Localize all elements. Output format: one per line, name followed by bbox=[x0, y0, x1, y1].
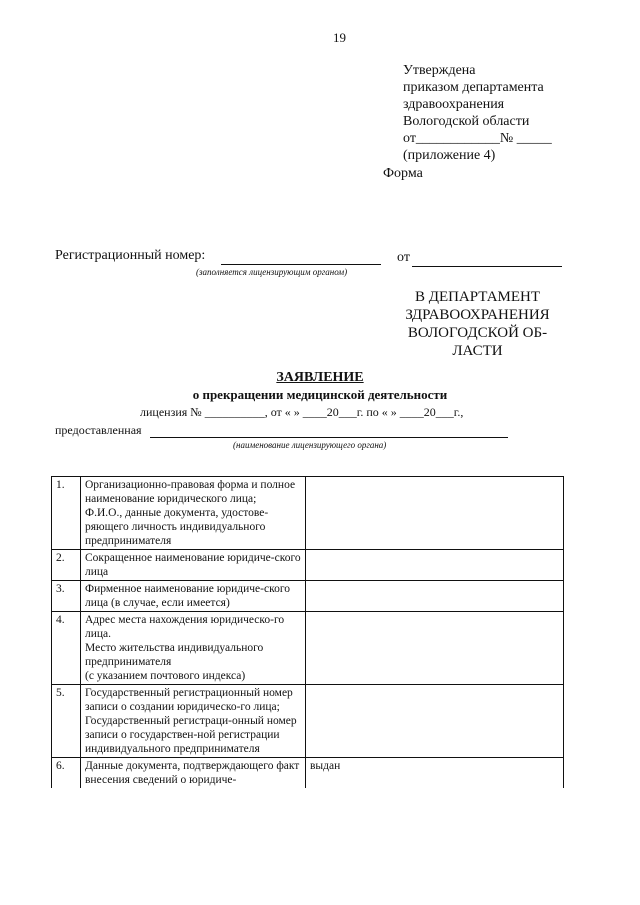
row-number: 5. bbox=[52, 685, 81, 758]
row-description: Фирменное наименование юридиче-ского лица (в случае, если имеется) bbox=[81, 581, 306, 612]
provided-by-field[interactable] bbox=[150, 437, 508, 438]
document-subtitle: о прекращении медицинской деятельности bbox=[192, 387, 448, 402]
registration-note: (заполняется лицензирующим органом) bbox=[196, 267, 348, 277]
registration-number-field[interactable] bbox=[221, 264, 381, 265]
provided-note: (наименование лицензирующего органа) bbox=[233, 440, 387, 450]
row-value-field[interactable] bbox=[306, 685, 564, 758]
row-number: 4. bbox=[52, 612, 81, 685]
row-value-field[interactable] bbox=[306, 612, 564, 685]
row-value-field[interactable] bbox=[306, 477, 564, 550]
row-value-field[interactable] bbox=[306, 550, 564, 581]
approval-line: от____________№ _____ bbox=[403, 131, 552, 146]
table-row bbox=[52, 477, 564, 550]
provided-label: предоставленная bbox=[55, 423, 142, 437]
approval-line: здравоохранения bbox=[403, 97, 505, 112]
license-line: лицензия № __________, от « » ____20___г. по « » ____20___г., bbox=[140, 405, 464, 419]
approval-line: приказом департамента bbox=[403, 80, 544, 95]
table-row bbox=[52, 581, 564, 612]
row-description: Государственный регистрационный номер записи о создании юридическо-го лица; Государственный регистраци-онный номер записи о государствен-ной регистрации индивидуального предпринимателя bbox=[81, 685, 306, 758]
row-value-field[interactable]: выдан bbox=[306, 758, 564, 789]
registration-date-label: от bbox=[397, 250, 410, 265]
table-row bbox=[52, 685, 564, 758]
table-row bbox=[52, 612, 564, 685]
row-number: 3. bbox=[52, 581, 81, 612]
registration-label: Регистрационный номер: bbox=[55, 248, 206, 263]
row-description: Организационно-правовая форма и полное наименование юридического лица; Ф.И.О., данные документа, удостове-ряющего личность индивидуального предпринимателя bbox=[81, 477, 306, 550]
form-label: Форма bbox=[383, 166, 423, 181]
document-title: ЗАЯВЛЕНИЕ bbox=[276, 370, 364, 385]
row-description: Сокращенное наименование юридиче-ского лица bbox=[81, 550, 306, 581]
row-description: Данные документа, подтверждающего факт внесения сведений о юридиче- bbox=[81, 758, 306, 789]
row-number: 6. bbox=[52, 758, 81, 789]
approval-line: Утверждена bbox=[403, 63, 476, 78]
application-table bbox=[51, 476, 564, 788]
row-description: Адрес места нахождения юридическо-го лица. Место жительства индивидуального предпринимателя (с указанием почтового индекса) bbox=[81, 612, 306, 685]
page-number: 19 bbox=[333, 30, 346, 45]
row-number: 2. bbox=[52, 550, 81, 581]
row-number: 1. bbox=[52, 477, 81, 550]
row-value-field[interactable] bbox=[306, 581, 564, 612]
approval-block bbox=[403, 62, 552, 164]
approval-line: Вологодской области bbox=[403, 114, 530, 129]
table-row bbox=[52, 758, 564, 789]
table-row bbox=[52, 550, 564, 581]
addressee: В ДЕПАРТАМЕНТ ЗДРАВООХРАНЕНИЯ ВОЛОГОДСКОЙ ОБ-ЛАСТИ bbox=[405, 289, 550, 359]
approval-line: (приложение 4) bbox=[403, 148, 496, 163]
registration-date-field[interactable] bbox=[412, 266, 562, 267]
